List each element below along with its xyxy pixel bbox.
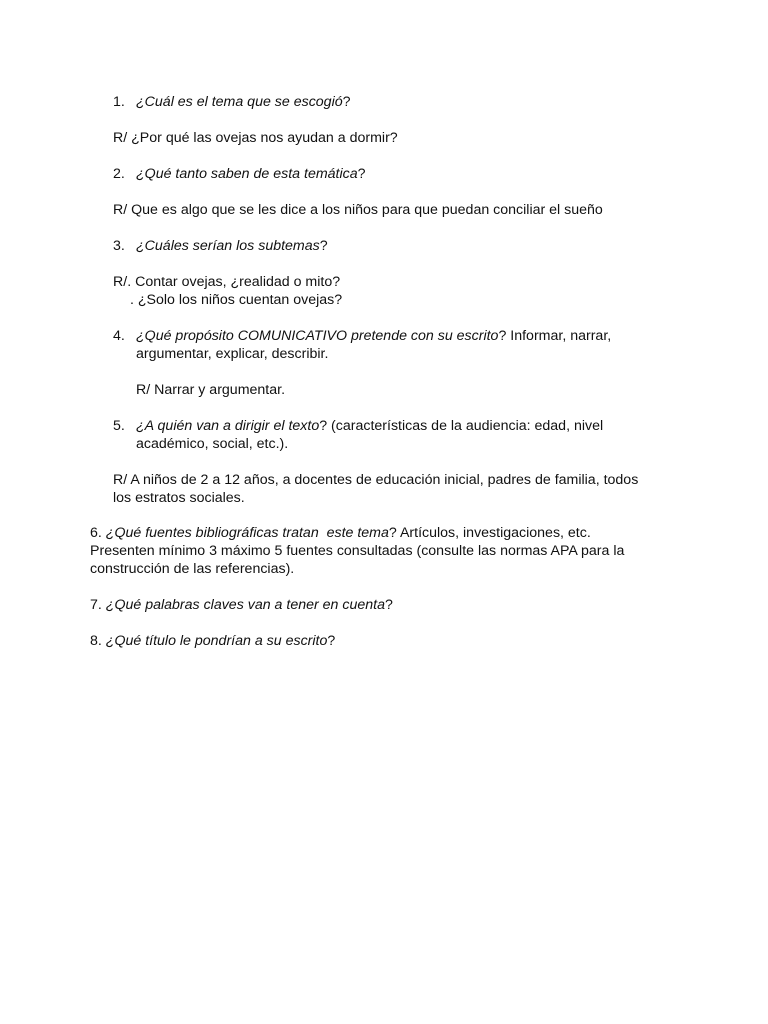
question-text: ¿Qué propósito COMUNICATIVO pretende con su escrito: [136, 328, 499, 344]
answer-2: R/ Que es algo que se les dice a los niños para que puedan conciliar el sueño: [113, 202, 603, 218]
question-6-line-3: construcción de las referencias).: [90, 561, 295, 577]
question-tail: ?: [357, 166, 366, 182]
question-number: 3.: [113, 238, 125, 254]
question-6: [90, 524, 591, 542]
question-tail: ?: [327, 633, 336, 649]
answer-5-line-2: los estratos sociales.: [113, 490, 245, 506]
question-number: 1.: [113, 94, 125, 110]
answer-3-line-1: R/. Contar ovejas, ¿realidad o mito?: [113, 274, 341, 290]
question-5-line-2: académico, social, etc.).: [136, 436, 289, 452]
question-number: 7.: [90, 597, 106, 613]
question-tail: ? Artículos, investigaciones, etc.: [388, 525, 591, 541]
answer-3-line-2: . ¿Solo los niños cuentan ovejas?: [130, 292, 343, 308]
answer-4: R/ Narrar y argumentar.: [136, 382, 286, 398]
question-number: 5.: [113, 418, 125, 434]
question-text: ¿Qué palabras claves van a tener en cuenta: [105, 597, 385, 613]
question-number: 6.: [90, 525, 106, 541]
question-8: [90, 632, 335, 650]
question-6-line-2: Presenten mínimo 3 máximo 5 fuentes consultadas (consulte las normas APA para la: [90, 543, 625, 559]
question-text: ¿Cuáles serían los subtemas: [136, 238, 320, 254]
question-tail: ?: [319, 238, 328, 254]
question-tail: ?: [384, 597, 393, 613]
answer-5-line-1: R/ A niños de 2 a 12 años, a docentes de educación inicial, padres de familia, todos: [113, 472, 639, 488]
question-7: [90, 596, 393, 614]
question-number: 8.: [90, 633, 106, 649]
question-text: ¿Qué fuentes bibliográficas tratan este tema: [105, 525, 389, 541]
question-text: ¿Qué título le pondrían a su escrito: [105, 633, 328, 649]
answer-1: R/ ¿Por qué las ovejas nos ayudan a dormir?: [113, 130, 398, 146]
question-tail: ? (características de la audiencia: edad, nivel: [319, 418, 604, 434]
question-number: 2.: [113, 166, 125, 182]
question-tail: ? Informar, narrar,: [498, 328, 612, 344]
question-text: ¿Qué tanto saben de esta temática: [136, 166, 358, 182]
question-tail: ?: [342, 94, 351, 110]
question-text: ¿Cuál es el tema que se escogió: [136, 94, 343, 110]
question-4-line-2: argumentar, explicar, describir.: [136, 346, 329, 362]
question-text: ¿A quién van a dirigir el texto: [136, 418, 320, 434]
question-number: 4.: [113, 328, 125, 344]
